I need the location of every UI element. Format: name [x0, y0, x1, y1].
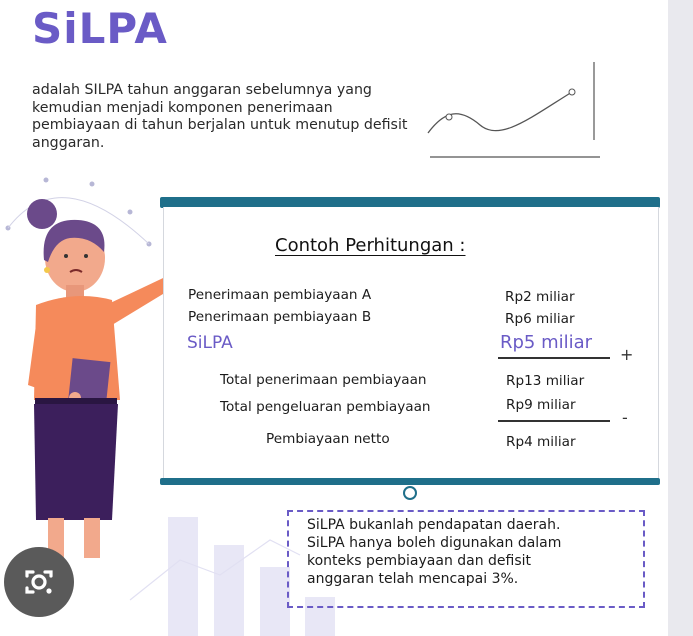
- minus-sign: -: [622, 408, 628, 427]
- row-value-a: Rp2 miliar: [505, 289, 575, 305]
- row-value-b: Rp6 miliar: [505, 311, 575, 327]
- silpa-value: Rp5 miliar: [500, 332, 593, 353]
- lens-search-button[interactable]: [4, 547, 74, 617]
- note-text: [307, 516, 637, 588]
- line-graph-icon: [428, 62, 600, 157]
- total-penerimaan-label: Total penerimaan pembiayaan: [220, 372, 427, 388]
- total-pengeluaran-value: Rp9 miliar: [506, 397, 576, 413]
- sum-divider: [498, 357, 610, 359]
- camera-lens-icon: [19, 562, 59, 602]
- netto-label: Pembiayaan netto: [266, 431, 390, 447]
- note-line-3: konteks pembiayaan dan defisit: [307, 553, 532, 569]
- row-label-b: Penerimaan pembiayaan B: [188, 309, 372, 325]
- plus-sign: +: [620, 345, 634, 364]
- description-text: adalah SILPA tahun anggaran sebelumnya yang kemudian menjadi komponen penerimaan pembiayaan di tahun berjalan untuk menutup defisit anggaran.: [32, 82, 408, 151]
- diff-divider: [498, 420, 610, 422]
- page-title: SiLPA: [32, 4, 168, 53]
- note-line-2: SiLPA hanya boleh digunakan dalam: [307, 535, 562, 551]
- total-pengeluaran-label: Total pengeluaran pembiayaan: [220, 399, 431, 415]
- total-penerimaan-value: Rp13 miliar: [506, 373, 585, 389]
- board-bottom-bar: [160, 478, 660, 485]
- silpa-label: SiLPA: [187, 333, 233, 353]
- netto-value: Rp4 miliar: [506, 434, 576, 450]
- board-heading: Contoh Perhitungan :: [275, 235, 466, 256]
- row-label-a: Penerimaan pembiayaan A: [188, 287, 372, 303]
- board-hook: [403, 486, 417, 500]
- note-line-1: SiLPA bukanlah pendapatan daerah.: [307, 517, 561, 533]
- note-line-4: anggaran telah mencapai 3%.: [307, 571, 519, 587]
